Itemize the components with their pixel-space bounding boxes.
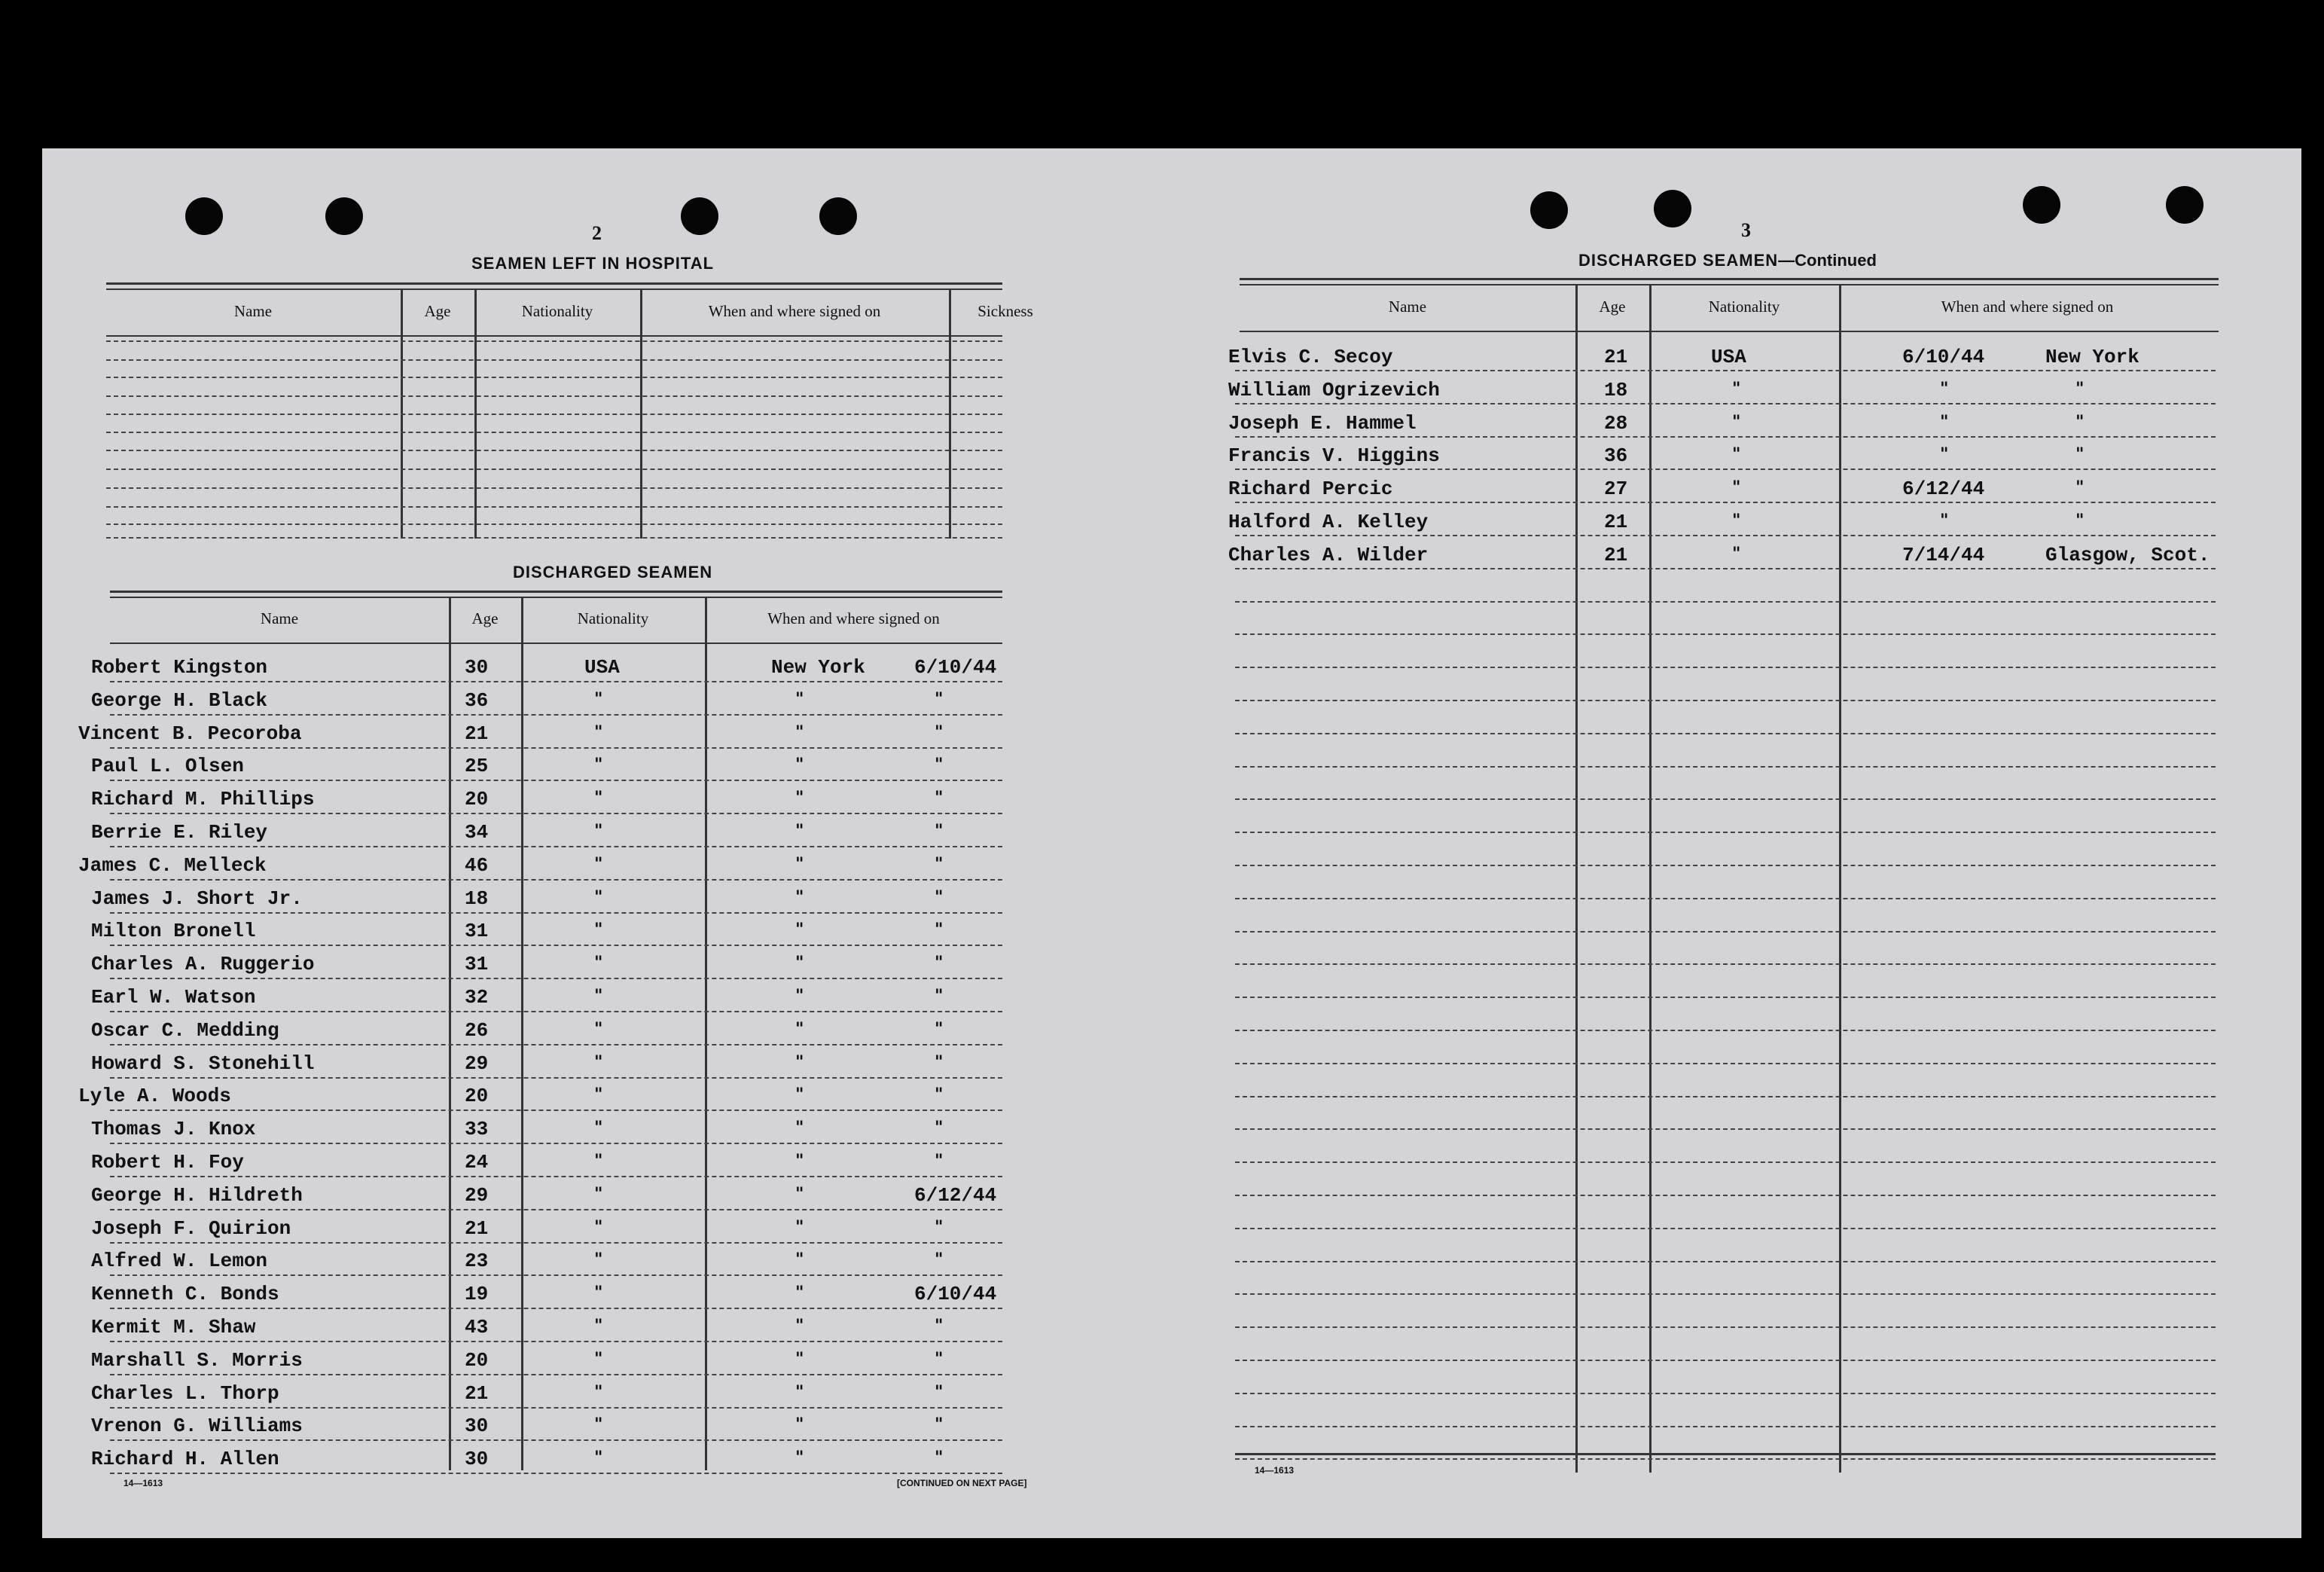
seaman-nationality: "	[1732, 511, 1741, 530]
signed-on-place: "	[795, 887, 804, 907]
seaman-name: Halford A. Kelley	[1228, 511, 1429, 533]
right-dotted-row	[1235, 1030, 2216, 1031]
seaman-name: James C. Melleck	[78, 854, 267, 877]
seaman-age: 18	[465, 887, 489, 910]
signed-on-date: "	[1940, 511, 1949, 530]
seaman-name: James J. Short Jr.	[91, 887, 303, 910]
seaman-nationality: "	[594, 821, 603, 841]
signed-on-place: "	[795, 722, 804, 742]
seaman-age: 20	[465, 1085, 489, 1107]
document-sheet	[42, 148, 2301, 1538]
signed-on-place: "	[795, 1448, 804, 1467]
continued-note: [CONTINUED ON NEXT PAGE]	[897, 1478, 1027, 1488]
hospital-dotted-row	[106, 432, 1002, 433]
seaman-age: 27	[1604, 478, 1628, 500]
seaman-age: 21	[465, 1217, 489, 1240]
seaman-nationality: "	[1732, 444, 1741, 464]
seaman-name: Robert Kingston	[91, 656, 268, 679]
discharged-dotted-row	[110, 780, 1002, 781]
seaman-nationality: "	[594, 953, 603, 972]
seaman-nationality: "	[594, 788, 603, 807]
hospital-dotted-row	[106, 450, 1002, 451]
signed-on-date: "	[935, 821, 944, 841]
right-dotted-row	[1235, 766, 2216, 768]
signed-on-place: "	[795, 1184, 804, 1204]
discharged-col-divider	[521, 598, 523, 1470]
seaman-nationality: "	[594, 1250, 603, 1269]
right-title	[1578, 251, 1877, 270]
seaman-age: 21	[1604, 346, 1628, 368]
signed-on-place: Glasgow, Scot.	[2045, 544, 2210, 566]
right-dotted-row	[1235, 733, 2216, 734]
seaman-name: Vincent B. Pecoroba	[78, 722, 302, 745]
discharged-dotted-row	[110, 978, 1002, 979]
discharged-dotted-row	[110, 1274, 1002, 1276]
seaman-age: 26	[465, 1019, 489, 1042]
hospital-dotted-row	[106, 537, 1002, 539]
discharged-top-rule	[110, 591, 1002, 593]
seaman-age: 33	[465, 1118, 489, 1140]
signed-on-date: "	[1940, 412, 1949, 432]
seaman-age: 43	[465, 1316, 489, 1338]
signed-on-date: 6/10/44	[914, 656, 997, 679]
seaman-nationality: USA	[584, 656, 620, 679]
seaman-age: 20	[465, 788, 489, 810]
seaman-name: George H. Hildreth	[91, 1184, 303, 1207]
right-dotted-row	[1235, 535, 2216, 536]
discharged-dotted-row	[110, 1308, 1002, 1309]
seaman-age: 30	[465, 1448, 489, 1470]
signed-on-place: "	[795, 1052, 804, 1072]
signed-on-date: "	[935, 689, 944, 709]
punch-hole	[681, 197, 718, 235]
seaman-age: 21	[465, 722, 489, 745]
signed-on-place: "	[795, 986, 804, 1006]
hospital-dotted-row	[106, 506, 1002, 508]
seaman-nationality: "	[594, 1283, 603, 1302]
seaman-nationality: "	[594, 1448, 603, 1467]
seaman-name: Vrenon G. Williams	[91, 1415, 303, 1437]
signed-on-date: "	[935, 1382, 944, 1402]
seaman-name: Paul L. Olsen	[91, 755, 244, 777]
seaman-name: Francis V. Higgins	[1228, 444, 1440, 467]
signed-on-date: 6/10/44	[1902, 346, 1985, 368]
hospital-dotted-row	[106, 487, 1002, 489]
seaman-nationality: "	[594, 755, 603, 774]
seaman-age: 30	[465, 1415, 489, 1437]
discharged-header-rule	[110, 643, 1002, 644]
discharged-dotted-row	[110, 1143, 1002, 1144]
seaman-nationality: "	[594, 1184, 603, 1204]
seaman-name: Charles L. Thorp	[91, 1382, 279, 1405]
seaman-nationality: "	[594, 1118, 603, 1137]
right-dotted-row	[1235, 370, 2216, 371]
signed-on-date: "	[935, 920, 944, 939]
right-dotted-row	[1235, 1228, 2216, 1229]
right-dotted-row	[1235, 502, 2216, 503]
right-dotted-row	[1235, 1426, 2216, 1427]
right-dotted-row	[1235, 469, 2216, 470]
seaman-age: 23	[465, 1250, 489, 1272]
punch-hole	[185, 197, 223, 235]
seaman-name: Thomas J. Knox	[91, 1118, 256, 1140]
signed-on-date: "	[935, 1316, 944, 1335]
discharged-col-header: Nationality	[577, 609, 649, 627]
signed-on-date: "	[935, 1052, 944, 1072]
right-dotted-row	[1235, 1195, 2216, 1196]
seaman-age: 20	[465, 1349, 489, 1372]
hospital-dotted-row	[106, 523, 1002, 525]
seaman-age: 25	[465, 755, 489, 777]
signed-on-place: "	[795, 1415, 804, 1434]
seaman-age: 36	[1604, 444, 1628, 467]
right-dotted-row	[1235, 798, 2216, 800]
signed-on-place: "	[795, 755, 804, 774]
discharged-col-header: Name	[260, 609, 299, 627]
signed-on-date: 6/12/44	[914, 1184, 997, 1207]
discharged-dotted-row	[110, 714, 1002, 716]
left-page-number: 2	[592, 222, 602, 244]
seaman-name: William Ogrizevich	[1228, 379, 1440, 401]
signed-on-place: "	[795, 854, 804, 874]
signed-on-date: "	[935, 788, 944, 807]
punch-hole	[325, 197, 363, 235]
signed-on-place: "	[2075, 478, 2085, 497]
right-dotted-row	[1235, 963, 2216, 965]
seaman-age: 46	[465, 854, 489, 877]
seaman-name: Joseph E. Hammel	[1228, 412, 1417, 435]
signed-on-place: "	[795, 920, 804, 939]
signed-on-date: "	[1940, 444, 1949, 464]
hospital-dotted-row	[106, 340, 1002, 342]
hospital-dotted-row	[106, 469, 1002, 470]
seaman-name: George H. Black	[91, 689, 268, 712]
right-dotted-row	[1235, 1261, 2216, 1262]
signed-on-date: 6/10/44	[914, 1283, 997, 1305]
right-dotted-row	[1235, 568, 2216, 569]
right-title-suffix: —Continued	[1778, 251, 1877, 270]
seaman-name: Oscar C. Medding	[91, 1019, 279, 1042]
seaman-nationality: "	[1732, 478, 1741, 497]
punch-hole	[819, 197, 857, 235]
signed-on-date: "	[935, 1349, 944, 1369]
discharged-dotted-row	[110, 1044, 1002, 1045]
left-form-number: 14—1613	[124, 1478, 163, 1488]
signed-on-place: "	[795, 1085, 804, 1104]
signed-on-place: "	[795, 1250, 804, 1269]
seaman-age: 21	[465, 1382, 489, 1405]
hospital-title: SEAMEN LEFT IN HOSPITAL	[471, 254, 715, 273]
seaman-nationality: "	[594, 887, 603, 907]
signed-on-date: "	[935, 953, 944, 972]
right-dotted-row	[1235, 1063, 2216, 1064]
right-dotted-row	[1235, 1096, 2216, 1097]
right-dotted-row	[1235, 403, 2216, 404]
signed-on-place: "	[795, 1217, 804, 1237]
discharged-col-divider	[449, 598, 451, 1470]
signed-on-date: "	[935, 1217, 944, 1237]
right-dotted-row	[1235, 1360, 2216, 1361]
signed-on-place: "	[2075, 511, 2085, 530]
signed-on-date: "	[935, 722, 944, 742]
seaman-age: 31	[465, 920, 489, 942]
signed-on-place: "	[795, 1349, 804, 1369]
seaman-nationality: "	[594, 854, 603, 874]
signed-on-date: "	[935, 1085, 944, 1104]
seaman-nationality: "	[594, 1316, 603, 1335]
signed-on-place: "	[2075, 412, 2085, 432]
right-col-header: When and where signed on	[1941, 298, 2114, 316]
seaman-name: Robert H. Foy	[91, 1151, 244, 1174]
seaman-age: 24	[465, 1151, 489, 1174]
discharged-dotted-row	[110, 681, 1002, 682]
signed-on-date: "	[935, 1151, 944, 1171]
signed-on-place: "	[795, 1118, 804, 1137]
discharged-dotted-row	[110, 1011, 1002, 1012]
discharged-dotted-row	[110, 1176, 1002, 1177]
signed-on-place: "	[795, 1019, 804, 1039]
seaman-name: Richard M. Phillips	[91, 788, 315, 810]
seaman-age: 31	[465, 953, 489, 975]
right-col-header: Nationality	[1708, 298, 1780, 316]
discharged-dotted-row	[110, 747, 1002, 749]
hospital-col-header: Sickness	[977, 302, 1033, 320]
right-dotted-row	[1235, 997, 2216, 998]
signed-on-date: "	[935, 986, 944, 1006]
signed-on-place: "	[795, 953, 804, 972]
seaman-age: 29	[465, 1184, 489, 1207]
signed-on-date: "	[935, 1019, 944, 1039]
right-top-rule-2	[1240, 284, 2219, 285]
seaman-nationality: "	[594, 1415, 603, 1434]
right-col-header: Name	[1388, 298, 1427, 316]
right-col-header: Age	[1599, 298, 1626, 316]
seaman-name: Marshall S. Morris	[91, 1349, 303, 1372]
signed-on-place: "	[2075, 379, 2085, 398]
seaman-name: Kermit M. Shaw	[91, 1316, 256, 1338]
discharged-col-divider	[705, 598, 707, 1470]
seaman-nationality: "	[1732, 544, 1741, 563]
signed-on-date: "	[935, 1250, 944, 1269]
right-dotted-row	[1235, 865, 2216, 866]
seaman-name: Kenneth C. Bonds	[91, 1283, 279, 1305]
seaman-nationality: "	[594, 1019, 603, 1039]
right-form-number: 14—1613	[1255, 1465, 1295, 1476]
right-dotted-row	[1235, 1326, 2216, 1328]
right-dotted-row	[1235, 1393, 2216, 1394]
right-page-number: 3	[1741, 219, 1751, 241]
seaman-nationality: "	[594, 1052, 603, 1072]
seaman-name: Milton Bronell	[91, 920, 256, 942]
right-dotted-row	[1235, 898, 2216, 899]
right-dotted-row	[1235, 1161, 2216, 1163]
seaman-nationality: "	[594, 1382, 603, 1402]
seaman-nationality: "	[594, 920, 603, 939]
signed-on-date: "	[935, 887, 944, 907]
discharged-col-header: Age	[471, 609, 499, 627]
discharged-dotted-row	[110, 1209, 1002, 1210]
right-dotted-row	[1235, 667, 2216, 668]
signed-on-place: "	[2075, 444, 2085, 464]
hospital-top-rule-2	[106, 288, 1002, 290]
discharged-dotted-row	[110, 1473, 1002, 1474]
signed-on-date: 6/12/44	[1902, 478, 1985, 500]
seaman-name: Berrie E. Riley	[91, 821, 268, 844]
right-dotted-row	[1235, 700, 2216, 701]
discharged-dotted-row	[110, 1242, 1002, 1244]
signed-on-place: New York	[2045, 346, 2139, 368]
signed-on-date: "	[1940, 379, 1949, 398]
seaman-nationality: "	[594, 1217, 603, 1237]
right-bottom-rule	[1235, 1453, 2216, 1455]
punch-hole	[2166, 186, 2204, 224]
discharged-dotted-row	[110, 1374, 1002, 1375]
punch-hole	[2023, 186, 2060, 224]
signed-on-place: "	[795, 821, 804, 841]
discharged-top-rule-2	[110, 597, 1002, 598]
signed-on-date: "	[935, 854, 944, 874]
seaman-name: Charles A. Ruggerio	[91, 953, 315, 975]
right-dotted-row	[1235, 1128, 2216, 1130]
seaman-name: Joseph F. Quirion	[91, 1217, 291, 1240]
right-dotted-row	[1235, 1293, 2216, 1295]
signed-on-place: "	[795, 689, 804, 709]
seaman-age: 32	[465, 986, 489, 1009]
signed-on-date: "	[935, 1118, 944, 1137]
seaman-nationality: "	[594, 722, 603, 742]
signed-on-place: "	[795, 788, 804, 807]
signed-on-place: "	[795, 1382, 804, 1402]
signed-on-place: "	[795, 1151, 804, 1171]
signed-on-date: "	[935, 1415, 944, 1434]
hospital-dotted-row	[106, 414, 1002, 415]
hospital-col-header: Name	[233, 302, 273, 320]
hospital-col-header: Nationality	[521, 302, 593, 320]
seaman-nationality: USA	[1711, 346, 1746, 368]
seaman-name: Howard S. Stonehill	[91, 1052, 315, 1075]
discharged-col-header: When and where signed on	[767, 609, 940, 627]
hospital-dotted-row	[106, 395, 1002, 397]
right-top-rule	[1240, 278, 2219, 280]
hospital-header-rule	[106, 335, 1002, 337]
signed-on-date: "	[935, 1448, 944, 1467]
seaman-nationality: "	[594, 1349, 603, 1369]
seaman-name: Richard H. Allen	[91, 1448, 279, 1470]
discharged-dotted-row	[110, 912, 1002, 914]
seaman-nationality: "	[594, 1085, 603, 1104]
signed-on-place: "	[795, 1316, 804, 1335]
punch-hole	[1530, 191, 1568, 229]
right-header-rule	[1240, 331, 2219, 332]
discharged-title: DISCHARGED SEAMEN	[513, 563, 713, 581]
seaman-name: Alfred W. Lemon	[91, 1250, 268, 1272]
right-dotted-row	[1235, 601, 2216, 603]
hospital-col-header: When and where signed on	[708, 302, 881, 320]
seaman-nationality: "	[1732, 379, 1741, 398]
right-dotted-row	[1235, 633, 2216, 635]
seaman-name: Earl W. Watson	[91, 986, 256, 1009]
punch-hole	[1654, 190, 1691, 227]
signed-on-place: "	[795, 1283, 804, 1302]
seaman-age: 29	[465, 1052, 489, 1075]
discharged-dotted-row	[110, 945, 1002, 946]
seaman-name: Richard Percic	[1228, 478, 1393, 500]
seaman-age: 19	[465, 1283, 489, 1305]
discharged-dotted-row	[110, 1439, 1002, 1441]
seaman-age: 21	[1604, 511, 1628, 533]
discharged-dotted-row	[110, 846, 1002, 847]
signed-on-place: New York	[771, 656, 865, 679]
seaman-age: 18	[1604, 379, 1628, 401]
hospital-col-header: Age	[424, 302, 451, 320]
discharged-dotted-row	[110, 813, 1002, 814]
hospital-dotted-row	[106, 377, 1002, 378]
discharged-dotted-row	[110, 1341, 1002, 1342]
seaman-nationality: "	[594, 1151, 603, 1171]
discharged-dotted-row	[110, 1077, 1002, 1079]
right-dotted-row	[1235, 436, 2216, 438]
seaman-name: Charles A. Wilder	[1228, 544, 1429, 566]
hospital-top-rule	[106, 282, 1002, 285]
seaman-age: 21	[1604, 544, 1628, 566]
seaman-age: 30	[465, 656, 489, 679]
seaman-name: Elvis C. Secoy	[1228, 346, 1393, 368]
discharged-dotted-row	[110, 1407, 1002, 1409]
signed-on-date: "	[935, 755, 944, 774]
discharged-dotted-row	[110, 1110, 1002, 1111]
discharged-dotted-row	[110, 879, 1002, 881]
seaman-nationality: "	[594, 986, 603, 1006]
seaman-nationality: "	[1732, 412, 1741, 432]
right-title-main: DISCHARGED SEAMEN	[1578, 251, 1779, 270]
seaman-age: 34	[465, 821, 489, 844]
seaman-age: 36	[465, 689, 489, 712]
seaman-nationality: "	[594, 689, 603, 709]
seaman-age: 28	[1604, 412, 1628, 435]
right-dotted-row	[1235, 931, 2216, 933]
seaman-name: Lyle A. Woods	[78, 1085, 231, 1107]
signed-on-date: 7/14/44	[1902, 544, 1985, 566]
hospital-dotted-row	[106, 359, 1002, 361]
right-dotted-row	[1235, 832, 2216, 833]
right-dotted-row	[1235, 1458, 2216, 1460]
